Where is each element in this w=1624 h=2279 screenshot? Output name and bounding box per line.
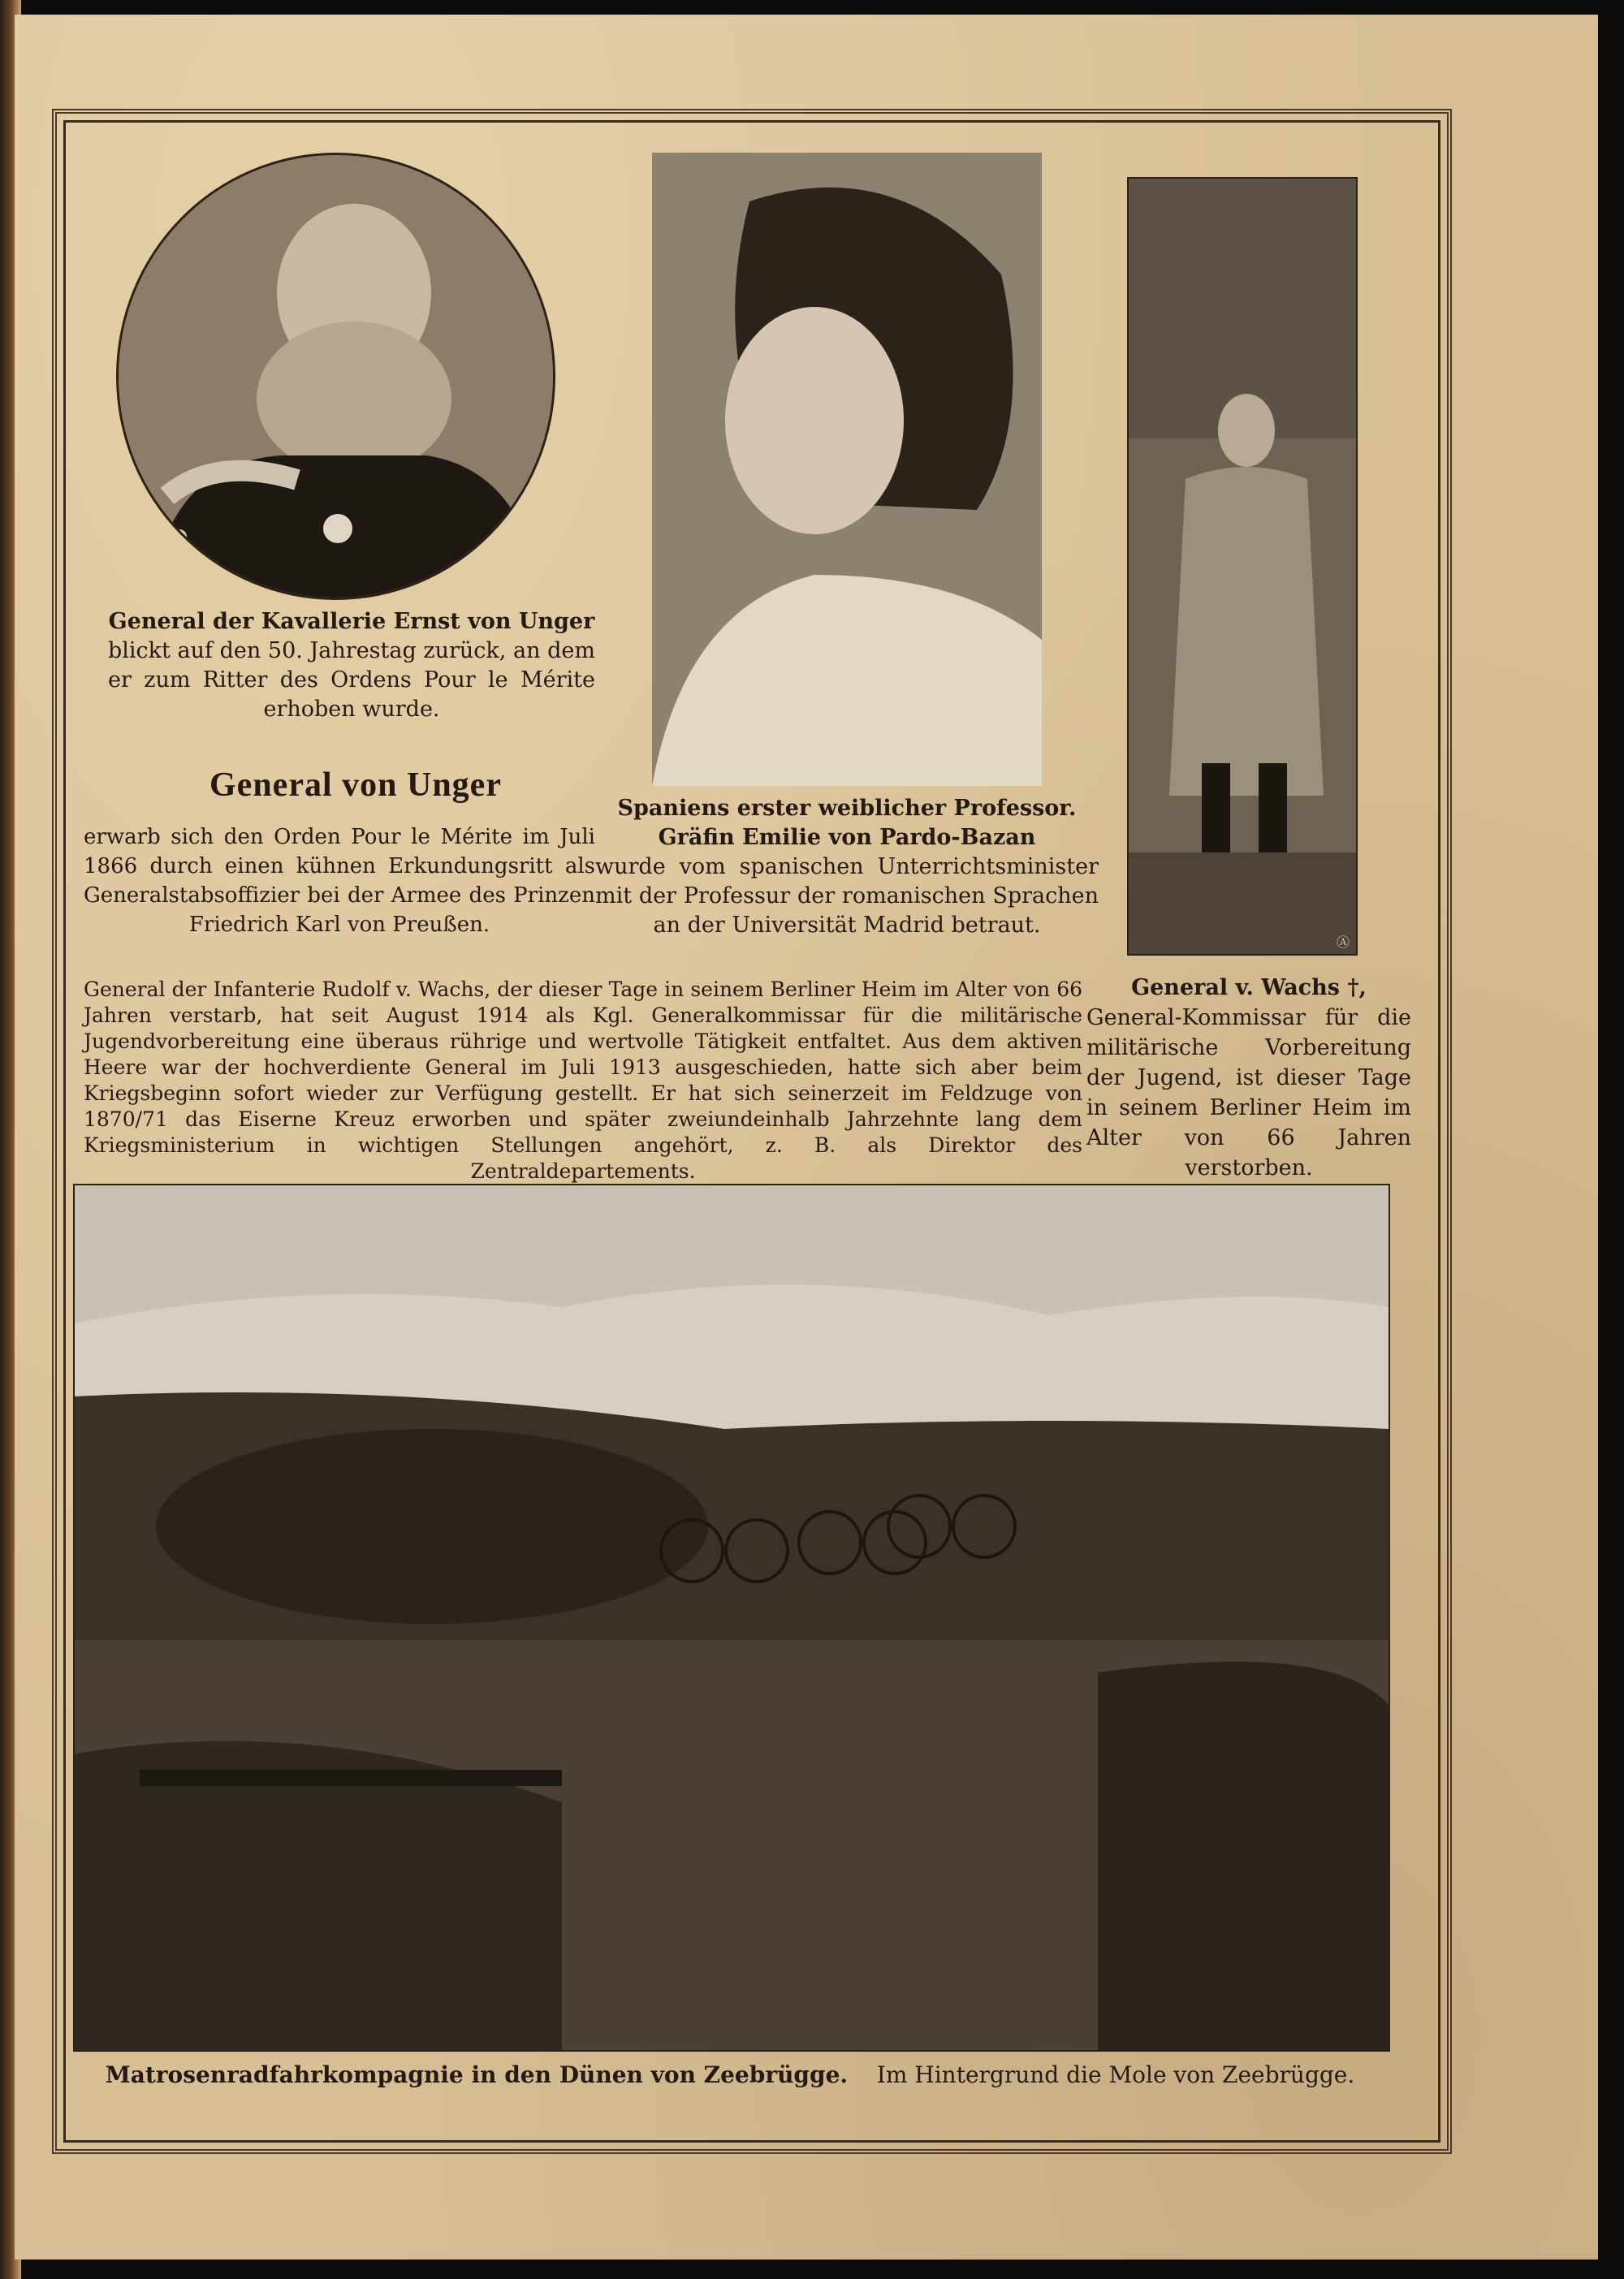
- unger-caption: [108, 607, 595, 724]
- zeebrugge-caption: [73, 2061, 1387, 2090]
- unger-article-text: erwarb sich den Orden Pour le Mérite im Juli 1866 durch einen kühnen Erkundungsritt als Generalstabsoffizier bei der Armee des Prinzen Friedrich Karl von Preußen.: [84, 825, 595, 937]
- wachs-caption-text: General-Kommissar für die militärische Vorbereitung der Jugend, ist dieser Tage in seinem Berliner Heim im Alter von 66 Jahren verstorben.: [1086, 1005, 1411, 1181]
- zeebrugge-photo-graphic: [75, 1185, 1389, 2050]
- pardo-bazan-caption: [595, 794, 1099, 940]
- pardo-bazan-caption-text: wurde vom spanischen Unterrichtsminister mit der Professur der romanischen Sprachen an der Universität Madrid betraut.: [595, 854, 1099, 938]
- unger-caption-title: General der Kavallerie Ernst von Unger: [108, 609, 595, 634]
- magazine-page: [15, 15, 1598, 2260]
- zeebrugge-photo: [73, 1184, 1390, 2052]
- pardo-bazan-portrait-graphic: [652, 153, 1042, 786]
- wachs-caption: [1086, 973, 1411, 1183]
- wachs-portrait-photo: [1127, 177, 1358, 956]
- unger-article-headline: General von Unger: [209, 766, 502, 804]
- wachs-article-text: General der Infanterie Rudolf v. Wachs, der dieser Tage in seinem Berliner Heim im Alter von 66 Jahren verstarb, hat seit August 1914 als Kgl. Generalkommissar für die militärische Jugendvorbereitung eine überaus rührige und wertvolle Tätigkeit entfaltet. Aus dem aktiven Heere war der hochverdiente General im Juli 1913 ausgeschieden, hatte sich aber beim Kriegsbeginn sofort wieder zur Verfügung gestellt. Er hat sich seinerzeit im Feldzuge von 1870/71 das Eiserne Kreuz erworben und später zweiundeinhalb Jahrzehnte lang dem Kriegsministerium in wichtigen Stellungen angehört, z. B. als Direktor des Zentraldepartements.: [84, 978, 1082, 1183]
- zeebrugge-caption-text: Im Hintergrund die Mole von Zeebrügge.: [876, 2061, 1355, 2088]
- wachs-portrait-graphic: [1129, 179, 1356, 954]
- unger-portrait-photo: [116, 153, 555, 600]
- wachs-photo-credit-mark: Ⓐ: [1336, 934, 1350, 950]
- zeebrugge-caption-title: Matrosenradfahrkompagnie in den Dünen von Zeebrügge.: [105, 2061, 849, 2088]
- unger-caption-text: blickt auf den 50. Jahrestag zurück, an dem er zum Ritter des Ordens Pour le Mérite erhoben wurde.: [108, 638, 595, 722]
- wachs-caption-title: General v. Wachs †,: [1131, 975, 1367, 1000]
- pardo-bazan-caption-title: Spaniens erster weiblicher Professor.: [617, 796, 1077, 821]
- pardo-bazan-caption-name: Gräfin Emilie von Pardo-Bazan: [658, 825, 1036, 850]
- pardo-bazan-portrait-photo: [652, 153, 1042, 786]
- unger-portrait-graphic: [119, 155, 553, 598]
